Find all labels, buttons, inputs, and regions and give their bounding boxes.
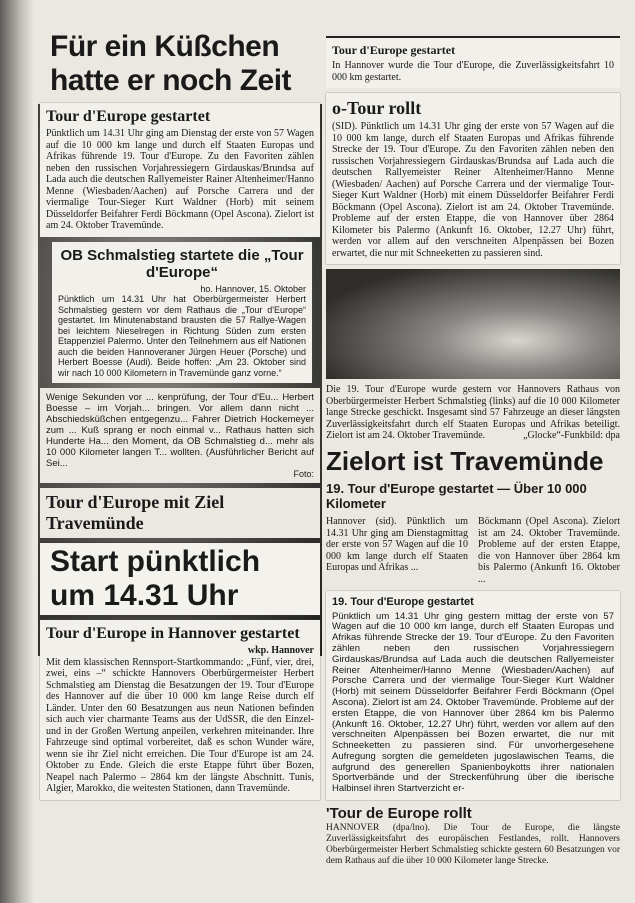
foto-credit: Foto: <box>293 469 314 479</box>
band-tour-ziel: Tour d'Europe mit Ziel Travemünde <box>40 488 320 538</box>
zielort-subtitle: 19. Tour d'Europe gestartet — Über 10 000 Kilometer <box>326 480 587 511</box>
clipping-tour-gestartet <box>40 103 320 237</box>
clipping-byline: ho. Hannover, 15. Oktober <box>200 283 306 294</box>
headline: Für ein Küßchen hatte er noch Zeit <box>50 30 292 97</box>
clipping-title: OB Schmalstieg startete die „Tour d'Europe“ <box>60 246 304 281</box>
page-edge <box>0 0 34 903</box>
zielort-columns <box>326 516 620 586</box>
clipping-inset-gestartet <box>326 591 620 801</box>
clipping-body: In Hannover wurde die Tour d'Europe, die Zuverlässigkeitsfahrt 10 000 km gestartet. <box>332 60 614 83</box>
caption-credit: „Glocke“-Funkbild: dpa <box>523 430 620 442</box>
right-column <box>326 36 620 872</box>
zielort-col1: Hannover (sid). Pünktlich um 14.31 Uhr ging am Dienstagmittag der erste von 57 Wagen auf die 10 000 km lange durch elf Staaten Europas und Afrikas ... <box>326 515 468 574</box>
clipping-tour-de-europe-rollt <box>326 805 620 867</box>
clipping-body: Pünktlich um 14.31 Uhr hat Oberbürgermeister Herbert Schmalstieg gestern vor dem Rathaus die „Tour d'Europe“ gestartet. Im Minutenabstand brausten die 57 Rallye-Wagen bei leichtem Nieselregen in Richtung Süden zum ersten Etappenziel Palermo. Unter den Teilnehmern aus elf Nationen auch die beiden Hannoveraner Jürgen Heuer (Porsche) und Herbert Boesse (Audi). Beide hoffen: „Am 23. Oktober sind wir nach 10 000 Kilometern in Travemünde ganz vorne.“ <box>58 294 306 378</box>
wenige-sekunden-text: Wenige Sekunden vor ... kenprüfung, der Tour d'Eu... Herbert Boesse – im Vorjah... bringen. Vor allem dann nicht ... Abschiedsküßchen entgegenzu... Fahrer Dietrich Hockemeyer zum ... Kuß sprang er noch einmal v... Rathaus hatten sich Hunderte Ha... den Moment, da OB Schmalstieg d... mehr als 10 000 Kilometer langen T... wollten. (Ausführlicher Bericht auf Sei... <box>46 392 314 469</box>
zielort-col2: Böckmann (Opel Ascona). Zielort ist am 24. Oktober Travemünde. Probleme auf der ersten Etappe, die von Hannover über 2864 km bis Palermo (Ankunft 16. Oktober ... <box>478 515 620 585</box>
clipping-topright <box>326 36 620 88</box>
clipping-ob-schmalstieg <box>52 242 312 384</box>
clipping-title: o-Tour rollt <box>332 98 422 118</box>
clipping-title: Tour d'Europe gestartet <box>332 43 456 57</box>
zielort-title: Zielort ist Travemünde <box>326 445 604 476</box>
photo-caption <box>326 384 620 442</box>
clipping-byline: wkp. Hannover <box>247 645 314 656</box>
caption-text: Die 19. Tour d'Europe wurde gestern vor Hannovers Rathaus von Oberbürgermeister Herbert Schmalstieg (links) auf die 10 000 Kilometer lange Strecke geschickt. Insgesamt sind 57 Fahrzeuge an dieser längsten Zuverlässigkeitsfahrt durch elf Staaten Europas und Afrikas beteiligt. Zielort ist am 24. Oktober Travemünde. <box>326 384 620 442</box>
clipping-title: Tour d'Europe gestartet <box>46 108 211 125</box>
left-column <box>40 30 320 805</box>
clipping-body: Pünktlich um 14.31 Uhr ging am Dienstag der erste von 57 Wagen auf die 10 000 km lange und durch elf Staaten Europas und Afrikas führende 19. Tour d'Europe. Zu den Favoriten zählen neben den russischen Vorjahressiegern Girdauskas/Brundsa auf Lada auch die deutschen Rallyemeister Rainer Altenheimer/Hanno Menne (Wiesbaden/Aachen) auf Porsche Carrera und der viermalige Tour-Sieger Kurt Waldner (Horb) mit seinem Düsseldorfer Beifahrer Ferdi Böckmann (Opel Ascona). Zielort ist am 24. Oktober Travemünde. <box>46 128 314 231</box>
clipping-hannover-gestartet <box>40 620 320 800</box>
band-start-puenktlich: Start pünktlich um 14.31 Uhr <box>40 543 320 615</box>
clipping-body: HANNOVER (dpa/lno). Die Tour de Europe, die längste Zuverlässigkeitsfahrt des europäischen Festlandes, rollt. Hannovers Oberbürgermeister Herbert Schmalstieg schickte gestern 60 Besatzungen vor dem Rathaus auf die über 10 000 Kilometer lange Strecke. <box>326 823 620 867</box>
clipping-body: Pünktlich um 14.31 Uhr ging gestern mittag der erste von 57 Wagen auf die 10 000 km lange, durch elf Staaten Europas und Afrikas führende Strecke der 19. Tour d'Europe. Zu den Favoriten zählen neben den russischen Vorjahressiegern Girdauskas/Brundsa auf Lada auch die deutschen Rallyemeister Reiner Altenheimer/Hanno Menne (Wiesbaden/Aachen) auf Porsche Carrera und der viermalige Tour-Sieger Kurt Waldner (Horb) mit seinem Düsseldorfer Beifahrer Ferdi Böckmann (Opel Ascona). Zielort ist am 24. Oktober Travemünde. Probleme auf der ersten Etappe, die von Hannover über 2864 km bis Palermo (Ankunft 16. Oktober, 12.27 Uhr) führt, werden vor allem auf den verschneiten Alpenpässen bei Bozen erwartet, die nur mit Schneeketten zu passieren sind. Für unvorhergesehene Aufregung sorgten die gemeldeten jugoslawischen Teams, die aufgrund des generellen Spanienboykotts ihrer nationalen Sportverbände und der Streckenführung über die iberische Halbinsel ihren Startverzicht er- <box>332 610 614 795</box>
clipping-body: (SID). Pünktlich um 14.31 Uhr ging der erste von 57 Wagen auf die 10 000 km lange, durch elf Staaten Europas und Afrikas führende Strecke der 19. Tour d'Europe. Zu den Favoriten zählen neben den russischen Vorjahressiegern Girdauskas/Brundsa auf Lada auch die deutschen Rallyemeister Reiner Altenheimer/Hanno Menne (Wiesbaden/ Aachen) auf Porsche Carrera und der viermalige Tour-Sieger Kurt Waldner (Horb) mit einem Düsseldorfer Beifahrer Ferdi Böckmann (Opel Ascona). Zielort ist am 24. Oktober Travemünde. Probleme auf der ersten Etappe, die von Hannover über 2864 Kilometer bis Palermo (Ankunft 16. Oktober, 12.27 Uhr) führt, werden vor allem auf den verschneiten Alpenpässen bei Bozen erwartet, die nur mit Schneeketten zu passieren sind. <box>332 121 614 259</box>
wenige-sekunden-block <box>40 388 320 483</box>
clipping-title: 'Tour de Europe rollt <box>326 805 472 823</box>
clipping-body: Mit dem klassischen Rennsport-Startkommando: „Fünf, vier, drei, zwei, eins –“ schickte Hannovers Oberbürgermeister Herbert Schmalstieg am Dienstag die Besatzungen der 19. Tour d'Europe des Hannover auf die über 10 000 km lange Reise durch elf Länder. Unter den 60 Besatzungen aus neun Nationen befinden sich auch vier charmante Teams aus der UdSSR, die den Einzel- und in der Großen Wertung anpeilen, verkehren miteinander. Ihre Fahrzeuge sind optimal vorbereitet, daß es schon Wunder wäre, wenn sie ihr Ziel nicht erreichen. Die Tour d'Europe ist am 24. Oktober zu Ende. Gleich die erste Etappe führt über Bozen, Neapel nach Palermo – 2864 km der längste Abschnitt. Tunis, Algier, Marokko, die weitesten Stationen, dann Travemünde. <box>46 656 314 794</box>
clipping-title: Tour d'Europe in Hannover gestartet <box>46 625 300 642</box>
photo-rally-car <box>326 269 620 379</box>
clipping-tour-rollt <box>326 93 620 264</box>
clipping-title: 19. Tour d'Europe gestartet <box>332 595 474 608</box>
